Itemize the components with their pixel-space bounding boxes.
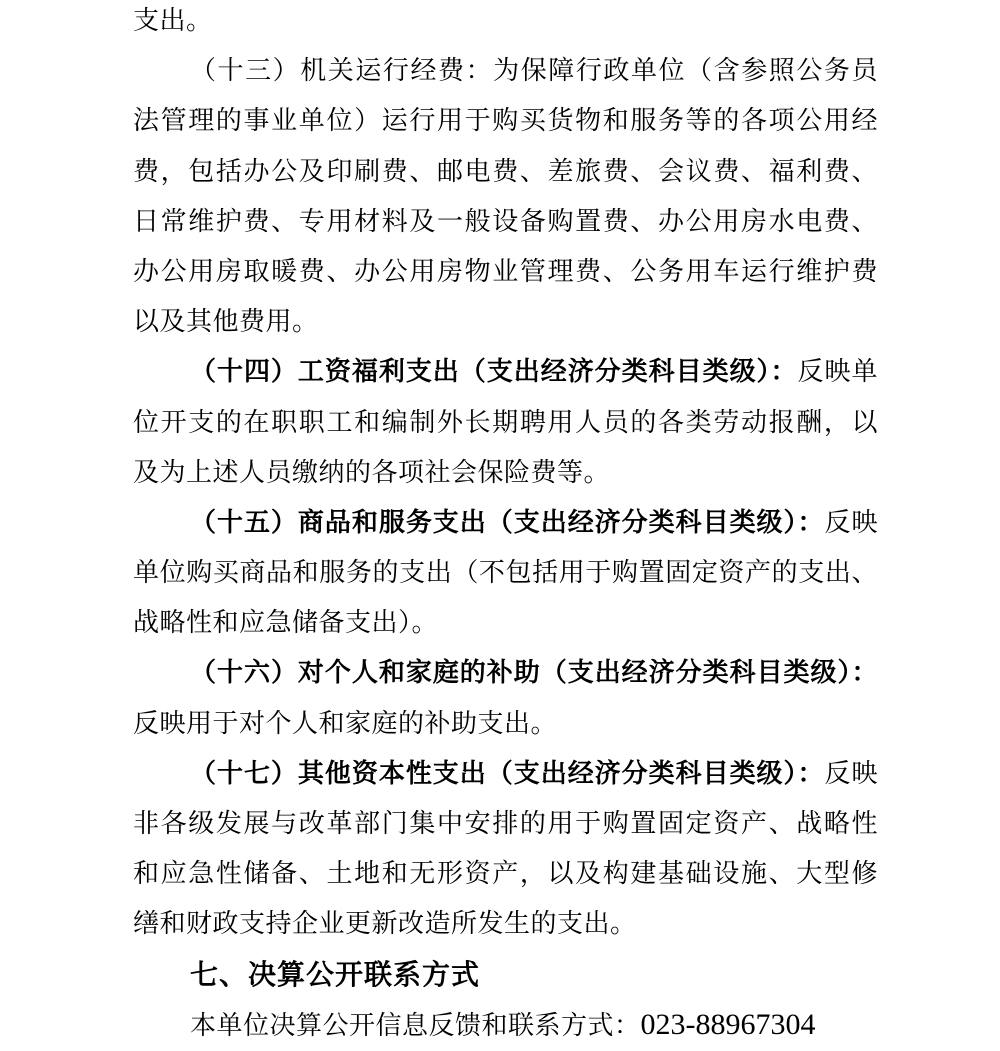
text-run: 和应急性储备、土地和无形资产，以及构建基础设施、大型修 <box>133 859 878 889</box>
doc-line <box>133 0 878 46</box>
text-run: 非各级发展与改革部门集中安排的用于购置固定资产、战略性 <box>133 809 878 838</box>
doc-line <box>133 197 878 247</box>
heading-text: 七、决算公开联系方式 <box>190 958 481 990</box>
doc-line <box>133 46 878 96</box>
bold-run: （十六）对个人和家庭的补助（支出经济分类科目类级）： <box>190 658 878 688</box>
text-run: 位开支的在职职工和编制外长期聘用人员的各类劳动报酬，以 <box>133 407 878 437</box>
text-run: 反映用于对个人和家庭的补助支出。 <box>133 708 558 738</box>
doc-line <box>133 699 878 749</box>
section-heading <box>133 950 878 1000</box>
text-run: 办公用房取暖费、办公用房物业管理费、公务用车运行维护费 <box>133 256 878 286</box>
doc-line <box>133 849 878 899</box>
doc-line <box>133 598 878 648</box>
doc-line <box>133 548 878 598</box>
bold-run: （十四）工资福利支出（支出经济分类科目类级）： <box>190 357 798 387</box>
text-run: 单位购买商品和服务的支出（不包括用于购置固定资产的支出、 <box>133 558 878 588</box>
doc-line <box>133 297 878 347</box>
text-run: 及为上述人员缴纳的各项社会保险费等。 <box>133 457 611 487</box>
text-run: 支出。 <box>133 6 213 35</box>
text-run: 费，包括办公及印刷费、邮电费、差旅费、会议费、福利费、 <box>133 156 878 186</box>
text-run: 法管理的事业单位）运行用于购买货物和服务等的各项公用经 <box>133 106 878 136</box>
bold-run: （十五）商品和服务支出（支出经济分类科目类级）： <box>190 507 825 537</box>
doc-line <box>133 147 878 197</box>
doc-line <box>133 498 878 548</box>
text-run: 缮和财政支持企业更新改造所发生的支出。 <box>133 909 637 939</box>
text-run: 反映 <box>824 758 878 788</box>
doc-line <box>133 799 878 849</box>
phone-number: 023-88967304 <box>640 1007 816 1041</box>
text-run: 战略性和应急储备支出）。 <box>133 608 439 638</box>
doc-line <box>133 648 878 698</box>
text-run: 日常维护费、专用材料及一般设备购置费、办公用房水电费、 <box>133 206 878 236</box>
doc-line <box>133 749 878 799</box>
doc-line <box>133 96 878 146</box>
text-run: 本单位决算公开信息反馈和联系方式： <box>190 1010 641 1040</box>
document-page <box>133 0 878 1050</box>
bold-run: （十七）其他资本性支出（支出经济分类科目类级）： <box>190 758 825 788</box>
doc-line <box>133 347 878 397</box>
doc-line <box>133 398 878 448</box>
text-run: （十三）机关运行经费：为保障行政单位（含参照公务员 <box>190 56 878 86</box>
doc-line <box>133 899 878 949</box>
contact-line <box>133 1000 878 1050</box>
doc-line <box>133 247 878 297</box>
text-run: 反映 <box>824 507 878 537</box>
doc-line <box>133 448 878 498</box>
text-run: 以及其他费用。 <box>133 307 319 337</box>
text-run: 反映单 <box>797 357 878 387</box>
